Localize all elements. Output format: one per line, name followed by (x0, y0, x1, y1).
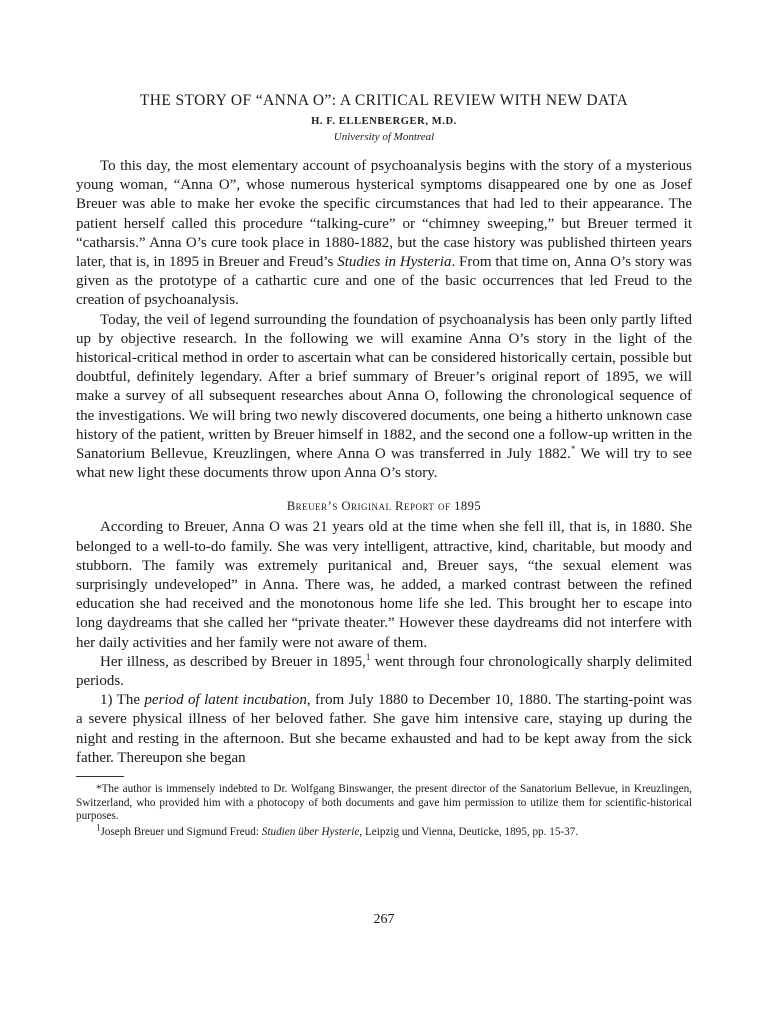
footnote-star: *The author is immensely indebted to Dr. Wolfgang Binswanger, the present director of the Sanatorium Bellevue, in Kreuzlingen, Switzerland, who provided him with a photocopy of both documents and gave him permission to utilize them for scientific-historical purposes. (76, 783, 692, 823)
author-affiliation: University of Montreal (333, 131, 435, 143)
footnotes (76, 783, 692, 839)
article-page (76, 92, 692, 839)
footnote-1: $^1$Joseph Breuer und Sigmund Freud: Studien über Hysterie, Leipzig und Vienna, Deuticke, 1895, pp. 15-37. (96, 821, 579, 838)
page-number: 267 (373, 912, 395, 927)
article-body (76, 157, 692, 768)
article-title: THE STORY OF “ANNA O”: A CRITICAL REVIEW WITH NEW DATA (139, 92, 629, 109)
section-paragraph-1: According to Breuer, Anna O was 21 years old at the time when she fell ill, that is, in 1880. She belonged to a well-to-do family. She was very intelligent, attractive, kind, charitable, but moody and stubborn. The family was extremely puritanical and, Breuer says, “the sexual element was surprisingly undeveloped” in Anna. There was, he added, a marked contrast between the refined education she had received and the monotonous home life she led. This brought her to escape into long daydreams that she called her “private theater.” However these daydreams did not interfere with her daily activities and her family were not aware of them. (76, 519, 692, 651)
intro-paragraph-2: Today, the veil of legend surrounding the foundation of psychoanalysis has been only partly lifted up by objective research. In the following we will examine Anna O’s story in the light of the historical-critical method in order to ascertain what can be considered historically certain, possible but doubtful, definitely legendary. After a brief summary of Breuer’s original report of 1895, we will make a survey of all subsequent researches about Anna O, following the chronological sequence of the investigations. We will bring two newly discovered documents, one being a hitherto unknown case history of the patient, written by Breuer himself in 1882, and the second one a follow-up written in the Sanatorium Bellevue, Kreuzlingen, where Anna O was transferred in July 1882.* We will try to see what new light these documents throw upon Anna O’s story. (76, 311, 692, 482)
footnote-marker-1: 1 (365, 651, 371, 662)
footnote-marker-star: * (570, 444, 576, 455)
section-paragraph-3: 1) The period of latent incubation, from July 1880 to December 10, 1880. The starting-point was a severe physical illness of her beloved father. She gave him intensive care, staying up during the night and resting in the afternoon. But she became exhausted and had to be kept away from the sick father. Thereupon she began (76, 692, 693, 766)
author-name: H. F. ELLENBERGER, M.D. (311, 116, 457, 127)
section-paragraph-2: Her illness, as described by Breuer in 1895,$^1$ went through four chronologically sharply delimited periods. (76, 651, 692, 690)
section-heading: Breuer’s Original Report of 1895 (286, 499, 482, 514)
intro-paragraph-1: To this day, the most elementary account of psychoanalysis begins with the story of a mysterious young woman, “Anna O”, whose numerous hysterical symptoms disappeared one by one as Josef Breuer was able to make her evoke the specific circumstances that had led to their appearance. The patient herself called this procedure “talking-cure” or “chimney sweeping,” but Breuer termed it “catharsis.” Anna O’s cure took place in 1880-1882, but the case history was published thirteen years later, that is, in 1895 in Breuer and Freud’s Studies in Hysteria. From that time on, Anna O’s story was given as the prototype of a cathartic cure and one of the basic occurrences that led Freud to the creation of psychoanalysis. (76, 158, 692, 309)
footnote-divider (76, 776, 124, 777)
